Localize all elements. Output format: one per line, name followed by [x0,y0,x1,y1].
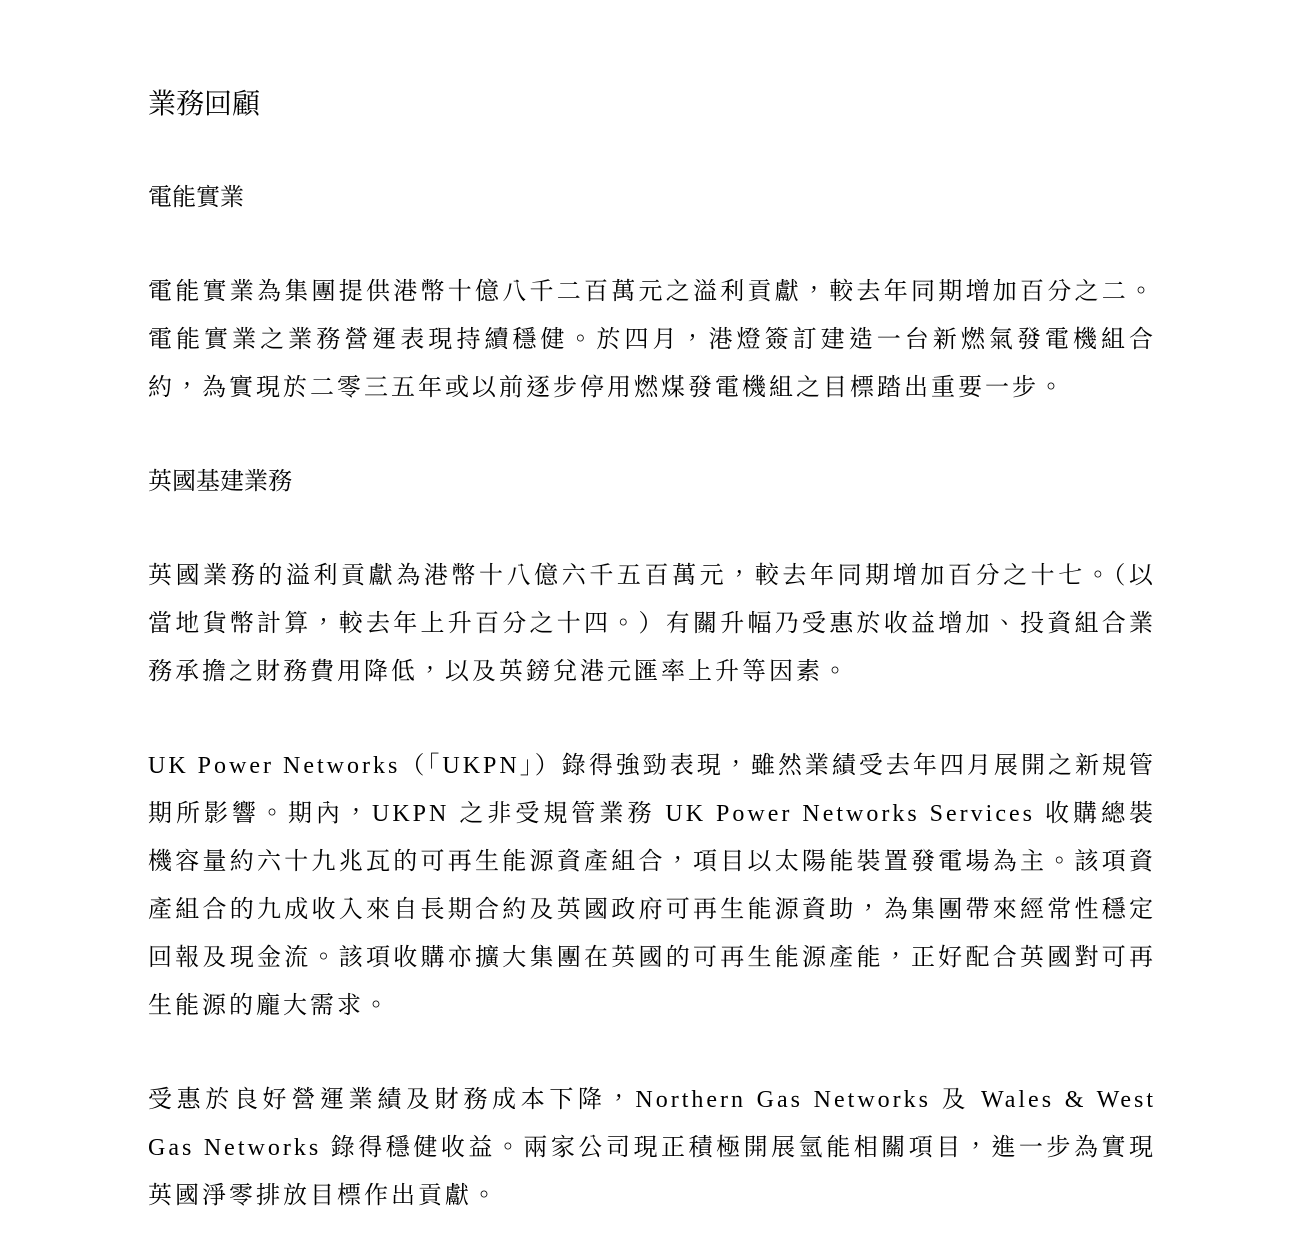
paragraph-uk-power-networks: UK Power Networks（「UKPN」）錄得強勁表現，雖然業績受去年四月展開之新規管期所影響。期內，UKPN 之非受規管業務 UK Power Networks Services 收購總裝機容量約六十九兆瓦的可再生能源資產組合，項目以太陽能裝置發電場為主。該項資產組合的九成收入來自長期合約及英國政府可再生能源資助，為集團帶來經常性穩定回報及現金流。該項收購亦擴大集團在英國的可再生能源產能，正好配合英國對可再生能源的龐大需求。 [148,753,1156,1019]
paragraph-power-assets-results: 電能實業為集團提供港幣十億八千二百萬元之溢利貢獻，較去年同期增加百分之二。電能實業之業務營運表現持續穩健。於四月，港燈簽訂建造一台新燃氣發電機組合約，為實現於二零三五年或以前逐步停用燃煤發電機組之目標踏出重要一步。 [148,279,1156,401]
business-review-document [148,0,1156,1220]
section-power-assets [148,174,1156,412]
page-title: 業務回顧 [148,88,261,119]
section-uk-infrastructure [148,458,1156,1220]
paragraph-gas-networks: 受惠於良好營運業績及財務成本下降，Northern Gas Networks 及 Wales & West Gas Networks 錄得穩健收益。兩家公司現正積極開展氫能相關項目，進一步為實現英國淨零排放目標作出貢獻。 [148,1087,1156,1209]
section-heading-uk-infrastructure: 英國基建業務 [148,468,292,495]
paragraph-uk-business-profit: 英國業務的溢利貢獻為港幣十八億六千五百萬元，較去年同期增加百分之十七。（以當地貨幣計算，較去年上升百分之十四。）有關升幅乃受惠於收益增加、投資組合業務承擔之財務費用降低，以及英鎊兌港元匯率上升等因素。 [148,563,1156,685]
section-heading-power-assets: 電能實業 [148,184,244,211]
